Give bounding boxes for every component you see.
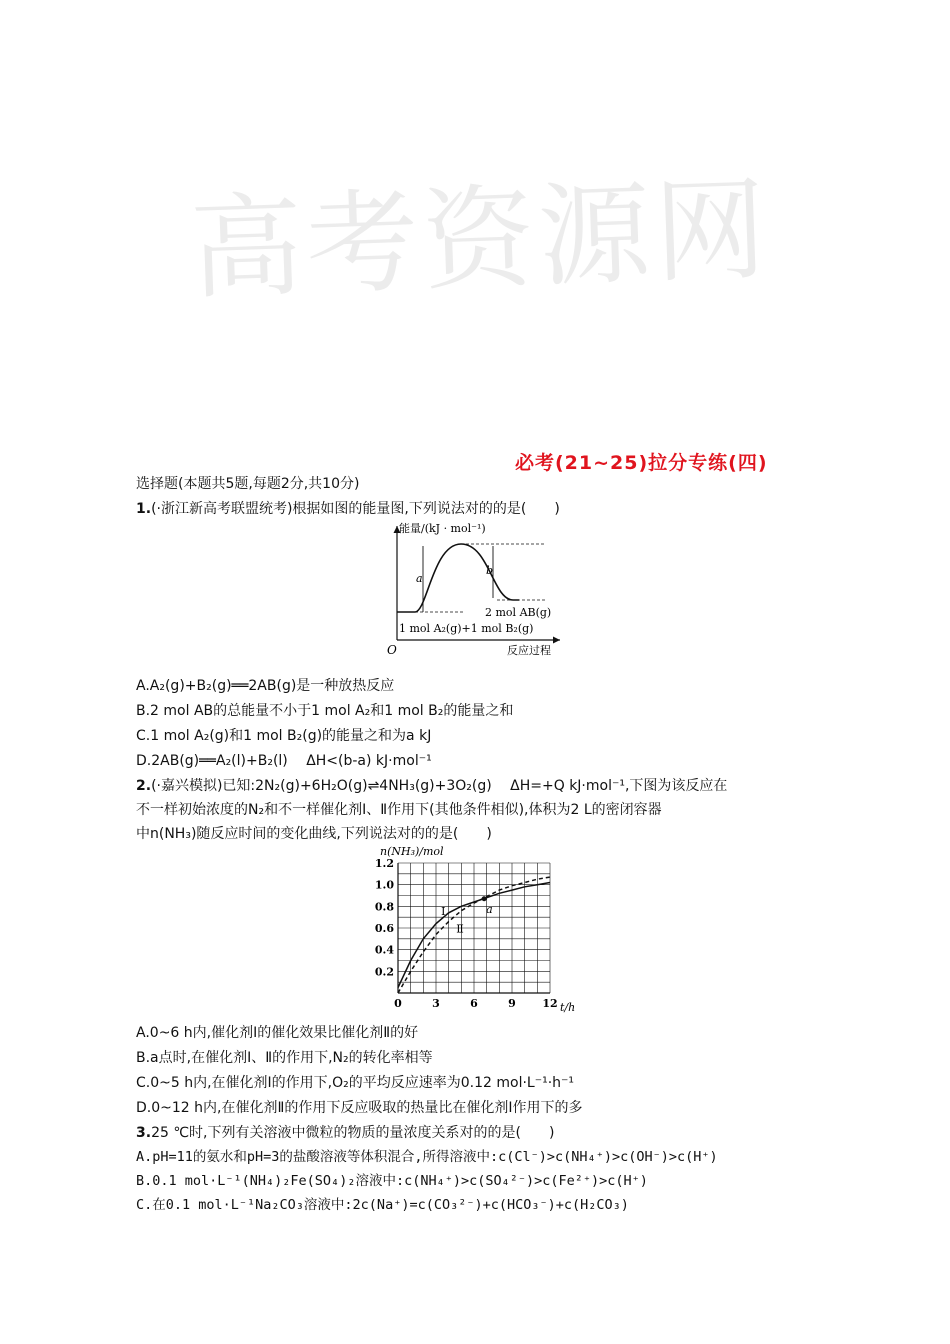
q3-option-b: B.0.1 mol·L⁻¹(NH₄)₂Fe(SO₄)₂溶液中:c(NH₄⁺)>c(SO₄²⁻)>c(Fe²⁺)>c(H⁺)	[136, 1173, 648, 1189]
y-tick-label: 0.6	[374, 922, 394, 935]
q1-option-d: D.2AB(g)══A₂(l)+B₂(l) ΔH<(b-a) kJ·mol⁻¹	[136, 753, 432, 769]
energy-y-label: 能量/(kJ · mol⁻¹)	[399, 522, 486, 535]
q2-stem-1	[136, 776, 727, 796]
y-tick-label: 1.0	[374, 878, 394, 892]
x-tick-label: 12	[542, 997, 558, 1010]
energy-x-label: 反应过程	[507, 644, 551, 657]
nh3-chart	[360, 843, 595, 1013]
q3-stem	[136, 1123, 554, 1143]
q2-stem-text-1: (·嘉兴模拟)已知:2N₂(g)+6H₂O(g)⇌4NH₃(g)+3O₂(g) ΔH=+Q kJ·mol⁻¹,下图为该反应在	[151, 778, 728, 794]
energy-b-label: b	[486, 564, 494, 577]
y-tick-label: 0.2	[374, 965, 394, 979]
q3-option-a: A.pH=11的氨水和pH=3的盐酸溶液等体积混合,所得溶液中:c(Cl⁻)>c(NH₄⁺)>c(OH⁻)>c(H⁺)	[136, 1149, 718, 1165]
chart-x-label: t/h	[560, 1001, 576, 1013]
x-tick-label: 6	[470, 997, 478, 1010]
energy-origin: O	[387, 643, 397, 657]
watermark: 高考资源网	[188, 164, 773, 316]
energy-product-label: 2 mol AB(g)	[485, 606, 552, 619]
q1-stem-text: (·浙江新高考联盟统考)根据如图的能量图,下列说法对的的是( )	[151, 501, 560, 517]
q1-option-a: A.A₂(g)+B₂(g)══2AB(g)是一种放热反应	[136, 678, 395, 694]
q3-number: 3.	[136, 1125, 152, 1141]
q1-option-b: B.2 mol AB的总能量不小于1 mol A₂和1 mol B₂的能量之和	[136, 703, 514, 719]
q2-option-a: A.0~6 h内,催化剂Ⅰ的催化效果比催化剂Ⅱ的好	[136, 1025, 419, 1041]
energy-a-label: a	[416, 572, 423, 585]
q3-stem-text: 25 ℃时,下列有关溶液中微粒的物质的量浓度关系对的的是( )	[151, 1125, 555, 1141]
x-tick-label: 9	[508, 997, 516, 1010]
point-a	[482, 896, 487, 901]
q3-option-c: C.在0.1 mol·L⁻¹Na₂CO₃溶液中:2c(Na⁺)=c(CO₃²⁻)+c(HCO₃⁻)+c(H₂CO₃)	[136, 1197, 629, 1213]
chart-point-a-label: a	[486, 902, 493, 916]
q2-stem-2: 不一样初始浓度的N₂和不一样催化剂Ⅰ、Ⅱ作用下(其他条件相似),体积为2 L的密闭容器	[136, 802, 662, 818]
q2-option-c: C.0~5 h内,在催化剂Ⅰ的作用下,O₂的平均反应速率为0.12 mol·L⁻¹·h⁻¹	[136, 1075, 575, 1091]
chart-series-I-label: Ⅰ	[441, 905, 446, 918]
chart-series-II-label: Ⅱ	[456, 922, 464, 936]
y-tick-label: 0.8	[374, 900, 394, 914]
q2-option-d: D.0~12 h内,在催化剂Ⅱ的作用下反应吸取的热量比在催化剂Ⅰ作用下的多	[136, 1100, 583, 1116]
x-tick-label: 0	[394, 997, 402, 1010]
y-tick-label: 0.4	[374, 943, 394, 957]
y-tick-label: 1.2	[374, 857, 394, 870]
q1-option-c: C.1 mol A₂(g)和1 mol B₂(g)的能量之和为a kJ	[136, 728, 432, 744]
page-title: 必考(21~25)拉分专练(四)	[515, 452, 768, 474]
q1-number: 1.	[136, 501, 152, 517]
x-tick-label: 3	[432, 997, 440, 1010]
chart-y-label: n(NH₃)/mol	[380, 845, 444, 858]
energy-reactant-label: 1 mol A₂(g)+1 mol B₂(g)	[399, 622, 534, 635]
q2-stem-3: 中n(NH₃)随反应时间的变化曲线,下列说法对的的是( )	[136, 826, 492, 842]
q1-stem	[136, 499, 560, 519]
energy-diagram	[385, 520, 570, 660]
section-heading: 选择题(本题共5题,每题2分,共10分)	[136, 476, 360, 492]
q2-number: 2.	[136, 778, 152, 794]
q2-option-b: B.a点时,在催化剂Ⅰ、Ⅱ的作用下,N₂的转化率相等	[136, 1050, 433, 1066]
